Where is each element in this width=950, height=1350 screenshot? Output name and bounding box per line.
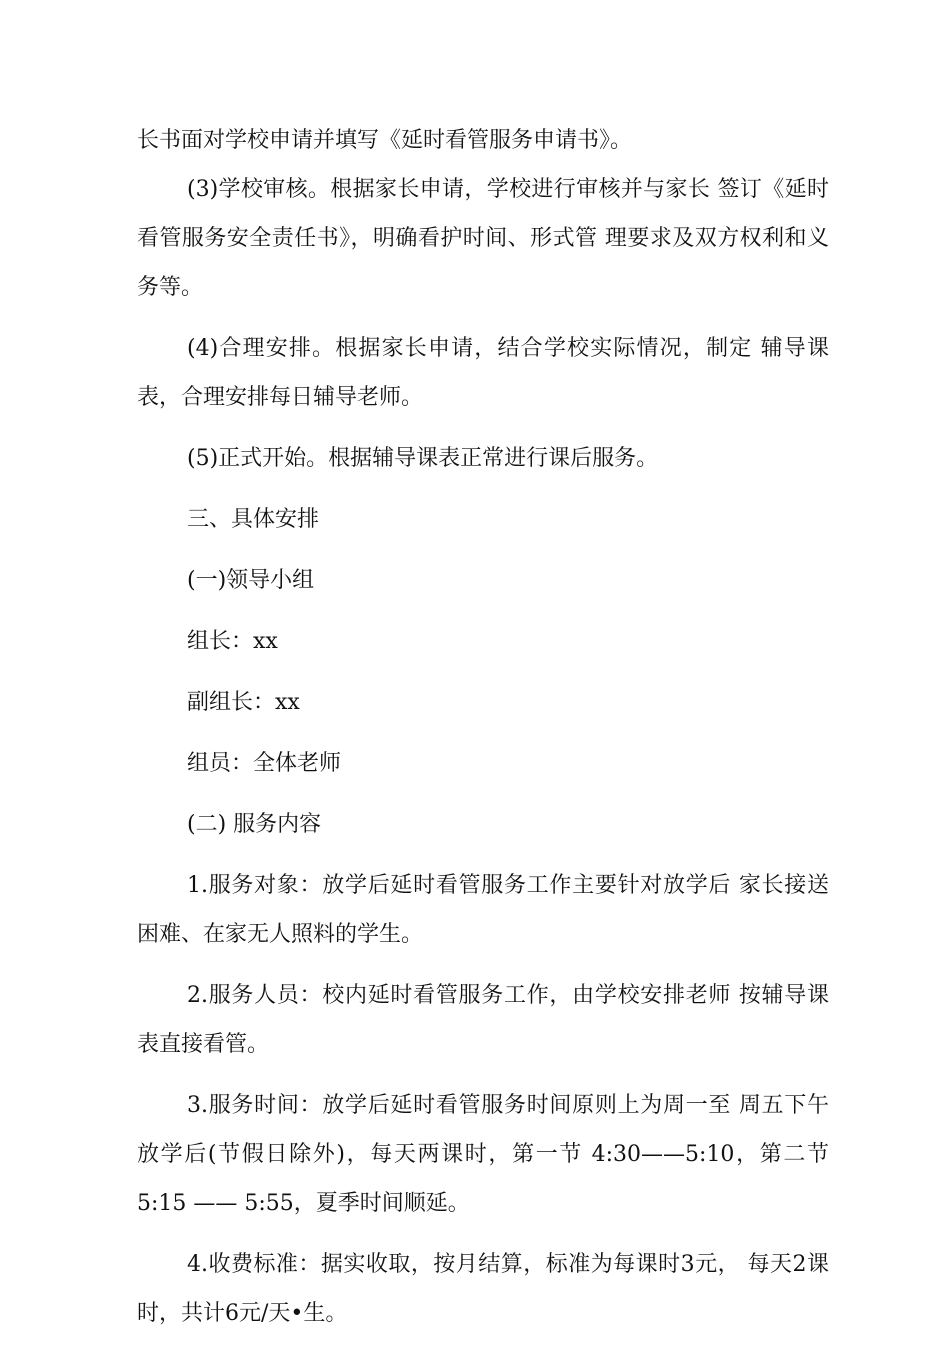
paragraph-fee-standard: 4.收费标准：据实收取，按月结算，标准为每课时3元， 每天2课时，共计6元/天•生。 <box>137 1252 829 1326</box>
line-members: 组员：全体老师 <box>187 751 342 776</box>
document-body <box>137 116 829 1350</box>
paragraph-service-staff: 2.服务人员：校内延时看管服务工作，由学校安排老师 按辅导课表直接看管。 <box>137 983 829 1057</box>
paragraph-application-continued: 长书面对学校申请并填写《延时看管服务申请书》。 <box>137 128 633 153</box>
paragraph-school-review: (3)学校审核。根据家长申请，学校进行审核并与家长 签订《延时看管服务安全责任书》，明确看护时间、形式管 理要求及双方权利和义务等。 <box>137 177 829 300</box>
line-deputy-leader: 副组长：xx <box>187 690 300 715</box>
paragraph-formal-start: (5)正式开始。根据辅导课表正常进行课后服务。 <box>187 446 659 471</box>
paragraph-arrangement: (4)合理安排。根据家长申请，结合学校实际情况，制定 辅导课表，合理安排每日辅导老师。 <box>137 336 829 410</box>
section-heading-specific-arrangements: 三、具体安排 <box>187 507 320 532</box>
subheading-service-content: (二) 服务内容 <box>187 812 322 837</box>
paragraph-service-time: 3.服务时间：放学后延时看管服务时间原则上为周一至 周五下午放学后(节假日除外)，每天两课时，第一节 4:30——5:10，第二节5:15 —— 5:55，夏季时间顺延。 <box>137 1093 829 1216</box>
paragraph-service-target: 1.服务对象：放学后延时看管服务工作主要针对放学后 家长接送困难、在家无人照料的学生。 <box>137 873 829 947</box>
line-group-leader: 组长：xx <box>187 629 278 654</box>
subheading-leadership-group: (一)领导小组 <box>187 568 315 593</box>
